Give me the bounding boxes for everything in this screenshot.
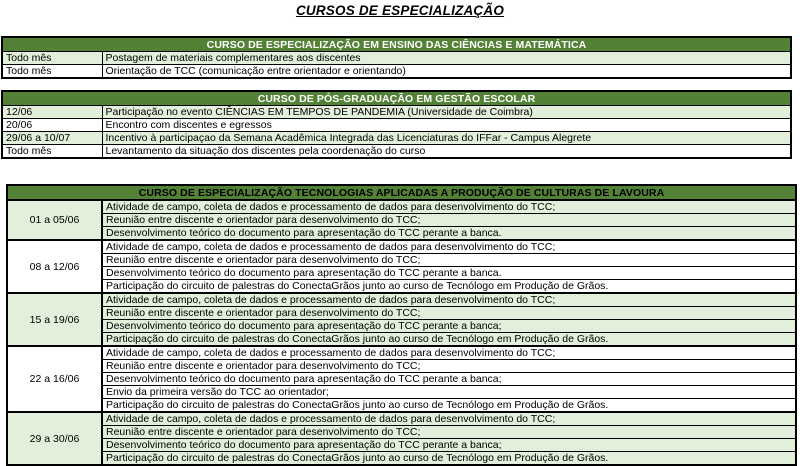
table-row — [7, 267, 796, 280]
activity-cell: Participação do circuito de palestras do ConectaGrãos junto ao curso de Tecnólogo em Produção de Grãos. — [102, 399, 796, 413]
date-cell: 22 a 16/06 — [7, 346, 102, 412]
table-row — [7, 254, 796, 267]
table-row — [7, 399, 796, 413]
activity-cell: Reunião entre discente e orientador para desenvolvimento do TCC; — [102, 214, 796, 227]
activity-cell: Desenvolvimento teórico do documento para apresentação do TCC perante a banca; — [102, 320, 796, 333]
date-cell: Todo mês — [2, 65, 102, 79]
table-row — [2, 145, 791, 159]
table-row — [7, 452, 796, 466]
activity-cell: Desenvolvimento teórico do documento para apresentação do TCC perante a banca. — [102, 267, 796, 280]
activity-cell: Reunião entre discente e orientador para desenvolvimento do TCC; — [102, 426, 796, 439]
table-header-row — [7, 185, 796, 200]
activity-cell: Incentivo à participaçao da Semana Acadêmica Integrada das Licenciaturas do IFFar - Campus Alegrete — [102, 132, 791, 145]
table-row — [7, 307, 796, 320]
table-row — [7, 200, 796, 214]
activity-cell: Reunião entre discente e orientador para desenvolvimento do TCC; — [102, 360, 796, 373]
table-row — [2, 65, 791, 79]
table-header: CURSO DE ESPECIALIZAÇÃO EM ENSINO DAS CIÊNCIAS E MATEMÁTICA — [2, 37, 791, 52]
table-header-row — [2, 91, 791, 106]
table-row — [7, 373, 796, 386]
page-title: CURSOS DE ESPECIALIZAÇÃO — [295, 3, 505, 18]
table-header-row — [2, 37, 791, 52]
activity-cell: Desenvolvimento teórico do documento para apresentação do TCC perante a banca; — [102, 439, 796, 452]
activity-cell: Reunião entre discente e orientador para desenvolvimento do TCC; — [102, 254, 796, 267]
date-cell: 15 a 19/06 — [7, 293, 102, 346]
activity-cell: Desenvolvimento teórico do documento para apresentação do TCC perante a banca; — [102, 373, 796, 386]
table-row — [7, 227, 796, 241]
activity-cell: Desenvolvimento teórico do documento para apresentação do TCC perante a banca. — [102, 227, 796, 241]
table-row — [7, 293, 796, 307]
date-cell: 29 a 30/06 — [7, 412, 102, 465]
table-row — [7, 240, 796, 254]
table-row — [7, 426, 796, 439]
table-row — [2, 52, 791, 65]
table-ensino-ciencias-matematica — [1, 36, 792, 79]
activity-cell: Encontro com discentes e egressos — [102, 119, 791, 132]
table-row — [7, 386, 796, 399]
activity-cell: Participação do circuito de palestras do ConectaGrãos junto ao curso de Tecnólogo em Produção de Grãos. — [102, 280, 796, 294]
date-cell: 08 a 12/06 — [7, 240, 102, 293]
activity-cell: Atividade de campo, coleta de dados e processamento de dados para desenvolvimento do TCC; — [102, 240, 796, 254]
table-row — [7, 439, 796, 452]
table-tecnologias-aplicadas-lavoura — [6, 184, 797, 466]
date-cell: Todo mês — [2, 145, 102, 159]
table-row — [7, 280, 796, 294]
table-row — [7, 346, 796, 360]
activity-cell: Atividade de campo, coleta de dados e processamento de dados para desenvolvimento do TCC; — [102, 200, 796, 214]
date-cell: 01 a 05/06 — [7, 200, 102, 240]
activity-cell: Postagem de materiais complementares aos discentes — [102, 52, 791, 65]
table-header: CURSO DE ESPECIALIZAÇÃO TECNOLOGIAS APLICADAS A PRODUÇÃO DE CULTURAS DE LAVOURA — [7, 185, 796, 200]
table-row — [7, 333, 796, 347]
date-cell: Todo mês — [2, 52, 102, 65]
table-pos-graduacao-gestao-escolar — [1, 90, 792, 159]
activity-cell: Atividade de campo, coleta de dados e processamento de dados para desenvolvimento do TCC; — [102, 412, 796, 426]
activity-cell: Atividade de campo, coleta de dados e processamento de dados para desenvolvimento do TCC; — [102, 346, 796, 360]
date-cell: 29/06 a 10/07 — [2, 132, 102, 145]
date-cell: 20/06 — [2, 119, 102, 132]
activity-cell: Reunião entre discente e orientador para desenvolvimento do TCC; — [102, 307, 796, 320]
activity-cell: Participação do circuito de palestras do ConectaGrãos junto ao curso de Tecnólogo em Produção de Grãos. — [102, 333, 796, 347]
activity-cell: Atividade de campo, coleta de dados e processamento de dados para desenvolvimento do TCC; — [102, 293, 796, 307]
table-row — [2, 106, 791, 119]
activity-cell: Envio da primeira versão do TCC ao orientador; — [102, 386, 796, 399]
table-row — [7, 320, 796, 333]
table-header: CURSO DE PÓS-GRADUAÇÃO EM GESTÃO ESCOLAR — [2, 91, 791, 106]
table-row — [7, 360, 796, 373]
table-row — [7, 214, 796, 227]
activity-cell: Participação do circuito de palestras do ConectaGrãos junto ao curso de Tecnólogo em Produção de Grãos. — [102, 452, 796, 466]
activity-cell: Participação no evento CIÊNCIAS EM TEMPOS DE PANDEMIA (Universidade de Coimbra) — [102, 106, 791, 119]
table-row — [2, 132, 791, 145]
activity-cell: Orientação de TCC (comunicação entre orientador e orientando) — [102, 65, 791, 79]
table-row — [2, 119, 791, 132]
date-cell: 12/06 — [2, 106, 102, 119]
table-row — [7, 412, 796, 426]
activity-cell: Levantamento da situação dos discentes pela coordenação do curso — [102, 145, 791, 159]
